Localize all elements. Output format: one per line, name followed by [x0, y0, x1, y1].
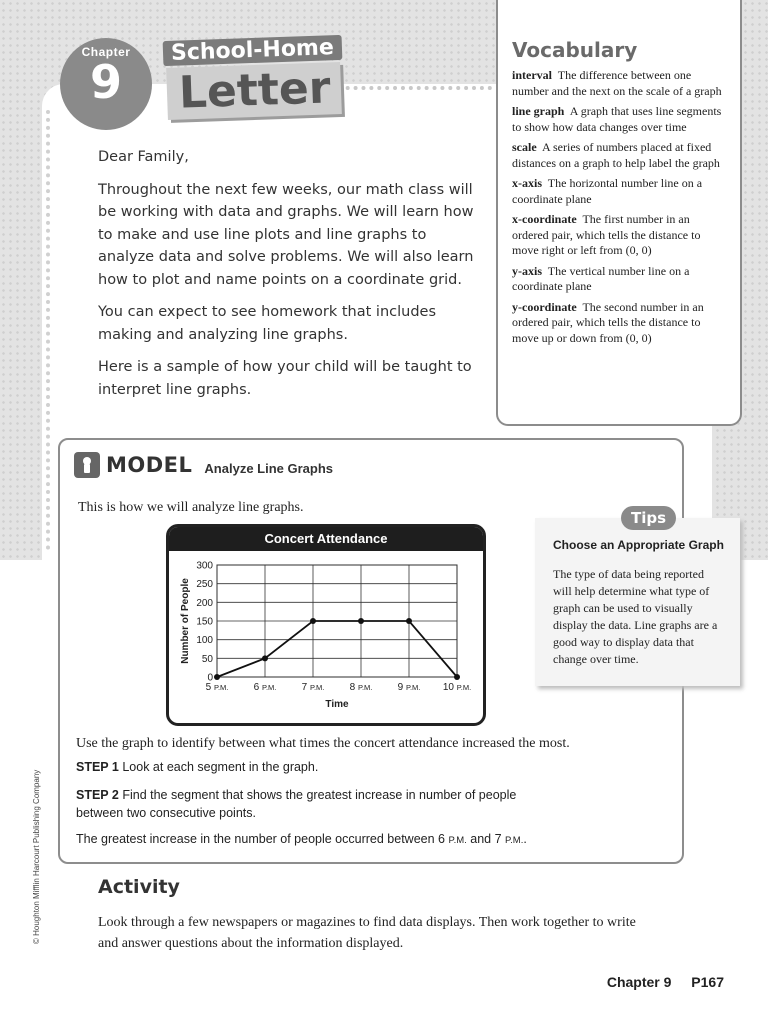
chapter-label: Chapter	[81, 45, 131, 59]
data-point	[454, 674, 460, 680]
page-title	[163, 35, 342, 119]
conclusion-pm: P.M.	[505, 835, 524, 846]
step-label: STEP 2	[76, 788, 119, 802]
conclusion-text: and 7	[466, 832, 502, 846]
letter-paragraph: Here is a sample of how your child will be taught to interpret line graphs.	[98, 359, 472, 398]
chapter-number: 9	[89, 55, 122, 109]
y-tick-label: 100	[196, 635, 213, 647]
y-tick-label: 200	[196, 597, 213, 609]
model-conclusion: The greatest increase in the number of people occurred between 6 P.M. and 7 P.M..	[76, 832, 527, 846]
vocab-definition: The first number in an ordered pair, which tells the distance to move right or left from (0, 0)	[512, 212, 701, 257]
model-step-1	[76, 760, 666, 774]
vocab-term: interval	[512, 68, 552, 82]
vocab-entry	[512, 140, 728, 171]
x-tick-label: 10 P.M.	[442, 682, 472, 693]
model-question: Use the graph to identify between what times the concert attendance increased the most.	[76, 736, 570, 751]
y-axis-label: Number of People	[180, 578, 191, 664]
footer-page: P167	[691, 974, 724, 990]
decorative-dots	[322, 86, 492, 90]
chart-frame	[166, 524, 486, 726]
vocab-term: scale	[512, 140, 537, 154]
chapter-badge	[60, 38, 152, 130]
y-tick-label: 50	[201, 653, 213, 665]
tips-box	[535, 509, 740, 686]
title-main: Letter	[166, 62, 342, 120]
step-label: STEP 1	[76, 760, 119, 774]
page-footer	[591, 974, 724, 990]
letter-greeting: Dear Family,	[98, 149, 189, 165]
x-tick-label: 8 P.M.	[349, 682, 373, 693]
vocab-definition: The horizontal number line on a coordinate plane	[512, 176, 703, 206]
y-tick-label: 150	[196, 616, 213, 628]
vocab-entry	[512, 104, 728, 135]
copyright: © Houghton Mifflin Harcourt Publishing Company	[32, 769, 41, 944]
vocab-term: x-axis	[512, 176, 542, 190]
vocab-entry	[512, 176, 728, 207]
activity-title: Activity	[98, 876, 180, 898]
vocab-entry	[512, 68, 728, 99]
conclusion-text: The greatest increase in the number of people occurred between 6	[76, 832, 445, 846]
x-tick-label: 6 P.M.	[253, 682, 277, 693]
vocab-definition: The second number in an ordered pair, which tells the distance to move up or down from (0, 0)	[512, 299, 704, 345]
model-intro: This is how we will analyze line graphs.	[78, 500, 304, 515]
data-point	[214, 674, 220, 680]
y-tick-label: 250	[196, 579, 213, 591]
decorative-dots-vertical	[46, 110, 50, 550]
chart-title: Concert Attendance	[169, 527, 483, 551]
data-point	[262, 655, 268, 661]
x-tick-label: 5 P.M.	[205, 682, 229, 693]
activity-body: Look through a few newspapers or magazines to find data displays. Then work together to write and answer questions about the information displayed.	[98, 915, 636, 951]
letter-paragraph: Throughout the next few weeks, our math class will be working with data and graphs. We will learn how to make and use line plots and line graphs to analyze data and solve problems. We will also learn how to plot and name points on a coordinate grid.	[98, 181, 474, 288]
step-text: Find the segment that shows the greatest increase in number of people between two consecutive points.	[76, 788, 517, 820]
step-text: Look at each segment in the graph.	[122, 760, 319, 774]
tips-heading: Choose an Appropriate Graph	[553, 538, 724, 552]
vocabulary-box	[496, 0, 742, 426]
model-icon	[74, 452, 100, 478]
model-step-2	[76, 786, 556, 822]
vocab-definition: A graph that uses line segments to show how data changes over time	[512, 104, 722, 134]
data-point	[358, 618, 364, 624]
vocab-definition: A series of numbers placed at fixed distances on a graph to help label the graph	[512, 140, 720, 170]
vocab-term: x-coordinate	[512, 212, 577, 226]
model-header	[74, 452, 333, 478]
letter-paragraph: You can expect to see homework that includes making and analyzing line graphs.	[98, 304, 437, 343]
model-word: MODEL	[106, 453, 193, 477]
data-point	[310, 618, 316, 624]
footer-chapter: Chapter 9	[606, 974, 672, 990]
x-tick-label: 7 P.M.	[301, 682, 325, 693]
x-tick-label: 9 P.M.	[397, 682, 421, 693]
y-tick-label: 0	[207, 672, 213, 684]
vocab-term: line graph	[512, 104, 565, 118]
title-top: School-Home	[163, 35, 343, 66]
vocabulary-title: Vocabulary	[512, 38, 638, 62]
tips-badge: Tips	[621, 506, 676, 530]
vocab-entry	[512, 300, 728, 347]
vocab-term: y-coordinate	[512, 299, 577, 314]
letter-body	[98, 146, 483, 411]
data-point	[406, 618, 412, 624]
vocab-entry	[512, 212, 728, 259]
tips-body: The type of data being reported will help determine what type of graph can be used to visually display the data. Line graphs are a good way to display data that change over time.	[553, 567, 718, 666]
vocab-definition: The difference between one number and the next on the scale of a graph	[512, 68, 722, 98]
y-tick-label: 300	[196, 560, 213, 572]
conclusion-pm: P.M.	[448, 835, 467, 846]
vocab-definition: The vertical number line on a coordinate plane	[512, 263, 690, 293]
model-subtitle: Analyze Line Graphs	[204, 460, 334, 476]
vocab-entry	[512, 264, 728, 295]
x-axis-label: Time	[325, 699, 349, 710]
line-chart	[169, 551, 483, 723]
vocab-term: y-axis	[512, 263, 542, 278]
